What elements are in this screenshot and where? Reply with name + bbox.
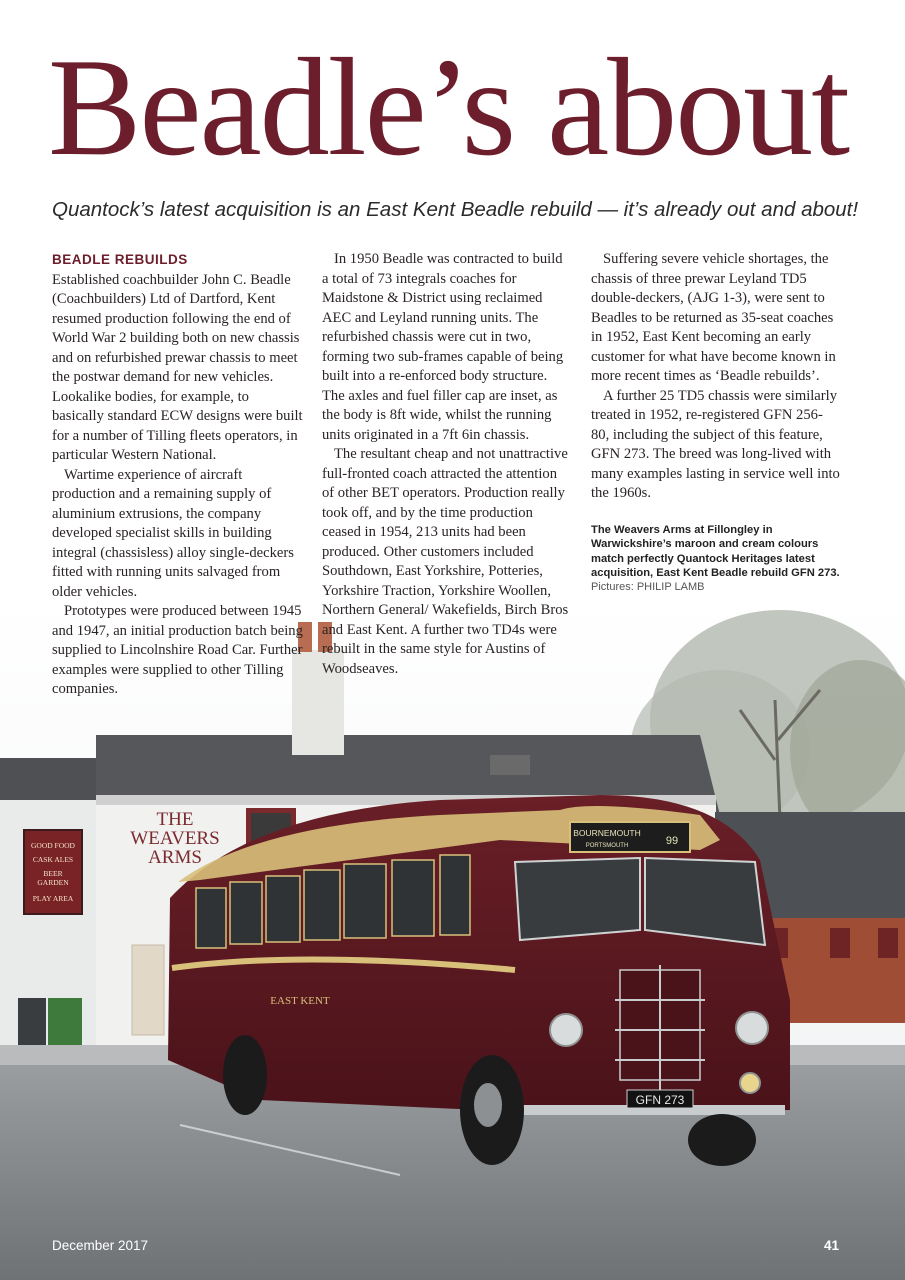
photo-bus-at-pub (0, 600, 905, 1280)
paragraph: In 1950 Beadle was contracted to build a total of 73 integrals coaches for Maidstone & District using reclaimed AEC and Leyland running units. The refurbished chassis were cut in two, forming two sub-frames capable of being built into a re-enforced body structure. The axles and fuel filler cap are inset, as the body is 8ft wide, whilst the running units originated in a 7ft 6in chassis. (322, 251, 564, 443)
headline: Beadle’s about (48, 30, 849, 185)
board-line-1: GOOD FOOD (31, 841, 75, 850)
paragraph: Prototypes were produced between 1945 and 1947, an initial production batch being supplied to Lincolnshire Road Car. Further examples were supplied to other Tilling companies. (52, 603, 303, 697)
column-3 (591, 250, 841, 504)
destination-via: PORTSMOUTH (585, 843, 629, 849)
fleetname: EAST KENT (270, 995, 330, 1007)
destination-blind: BOURNEMOUTH (573, 828, 641, 838)
menu-board (24, 830, 82, 914)
pub-name-line3: ARMS (148, 847, 202, 868)
route-number: 99 (665, 835, 679, 847)
column-2 (322, 250, 572, 679)
board-line-2: CASK ALES (32, 855, 74, 864)
paragraph: Wartime experience of aircraft production and a remaining supply of aluminium extrusions, the company developed specialist skills in building integral (chassisless) alloy single-deckers fitted with running units salvaged from older vehicles. (52, 466, 294, 600)
paragraph: The resultant cheap and not unattractive full-fronted coach attracted the attention of other BET operators. Production really took off, and by the time production ceased in 1954, 213 units had been produced. Other customers included Southdown, East Yorkshire, Potteries, Yorkshire Traction, Yorkshire Woollen, Northern General/ Wakefields, Birch Bros and East Kent. A further two TD4s were rebuilt in the same style for Austins of Woodseaves. (322, 446, 569, 677)
photo-caption (591, 523, 841, 594)
board-line-4: GARDEN (37, 878, 69, 887)
standfirst: Quantock’s latest acquisition is an East Kent Beadle rebuild — it’s already out and about! (52, 198, 859, 221)
pub-name-line1: THE (156, 809, 194, 830)
pub-name-line2: WEAVERS (130, 828, 220, 849)
grey-bin (18, 998, 46, 1050)
subhead: BEADLE REBUILDS (52, 252, 188, 267)
paragraph: Suffering severe vehicle shortages, the chassis of three prewar Leyland TD5 double-deckers, (AJG 1-3), were sent to Beadles to be returned as 35-seat coaches in 1952, East Kent becoming an early customer for what have become known in more recent times as ‘Beadle rebuilds’. (591, 251, 836, 384)
issue-date: December 2017 (52, 1238, 149, 1253)
caption-text: The Weavers Arms at Fillongley in Warwickshire’s maroon and cream colours match perfectly Quantock Heritages latest acquisition, East Kent Beadle rebuild GFN 273. (591, 524, 840, 579)
board-line-3: BEER (43, 869, 63, 878)
registration-plate: GFN 273 (635, 1093, 685, 1107)
page-number: 41 (823, 1238, 839, 1253)
paragraph: Established coachbuilder John C. Beadle (Coachbuilders) Ltd of Dartford, Kent resumed production following the end of World War 2 building both on new chassis and on refurbished prewar chassis to meet the postwar demand for new vehicles. Lookalike bodies, for example, to basically standard ECW designs were built for a number of Tilling fleets operators, in particular Western National. (52, 271, 303, 463)
column-1 (52, 250, 304, 700)
green-bin (48, 998, 82, 1050)
photo-credit: Pictures: PHILIP LAMB (591, 581, 705, 594)
paragraph: A further 25 TD5 chassis were similarly treated in 1952, re-registered GFN 256-80, including the subject of this feature, GFN 273. The breed was long-lived with many examples lasting in service well into the 1960s. (591, 387, 840, 501)
board-line-5: PLAY AREA (32, 894, 74, 903)
